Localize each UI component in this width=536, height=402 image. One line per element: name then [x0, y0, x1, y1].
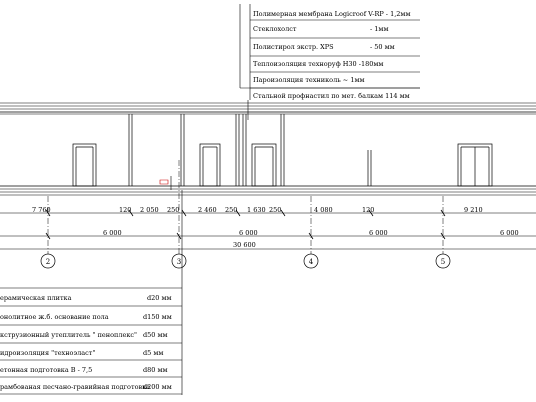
bay-dim-1: 6 000: [103, 229, 122, 237]
roof-layer-5-name: Пароизоляция техниколь ~ 1мм: [253, 76, 365, 84]
bay-dim-4: 6 000: [500, 229, 519, 237]
floor-layer-1-thickness: d20 мм: [147, 294, 172, 302]
roof-layer-3-thickness: - 50 мм: [370, 43, 395, 51]
floor-layer-3-thickness: d50 мм: [143, 331, 168, 339]
floor-layer-2-name: онолитное ж.б. основание пола: [0, 313, 109, 321]
roof-layer-4-name: Теплоизоляция техноруф Н30 -180мм: [253, 60, 384, 68]
floor-layer-2-thickness: d150 мм: [143, 313, 172, 321]
floor-layer-1-name: ерамическая плитка: [0, 294, 72, 302]
roof-layer-2-name: Стеклохолст: [253, 25, 297, 33]
fixture: [160, 180, 168, 184]
dim-8: 250: [269, 206, 282, 214]
dim-2: 120: [119, 206, 132, 214]
roof-layer-3-name: Полистирол экстр. XPS: [253, 43, 334, 51]
floor-layer-6-name: рамбованая песчано-гравийная подготовка: [0, 383, 151, 391]
dim-7: 1 630: [247, 206, 266, 214]
dim-9: 4 080: [314, 206, 333, 214]
dim-10: 120: [362, 206, 375, 214]
dim-4: 250: [167, 206, 180, 214]
overall-dim: 30 600: [233, 241, 256, 249]
floor-layer-3-name: кструзионный утеплитель " пеноплекс": [0, 331, 138, 339]
floor-layer-6-thickness: d200 мм: [143, 383, 172, 391]
floor-layer-5-name: етонная подготовка В - 7,5: [0, 366, 93, 374]
roof-layer-1-name: Полимерная мембрана Logicroof V-RP - 1,2мм: [253, 10, 411, 18]
dim-11: 9 210: [464, 206, 483, 214]
floor-layers-callout: [0, 190, 182, 395]
dimension-lines: [0, 210, 536, 249]
dim-5: 2 460: [198, 206, 217, 214]
dim-3: 2 050: [140, 206, 159, 214]
axis-label-3: 3: [176, 258, 182, 266]
roof-layer-6-name: Стальной профнастил по мет. балкам 114 мм: [253, 92, 410, 100]
floor-layer-5-thickness: d80 мм: [143, 366, 168, 374]
bay-dim-3: 6 000: [369, 229, 388, 237]
roof-slab: [0, 103, 536, 114]
doors: [73, 144, 492, 186]
axis-label-2: 2: [45, 258, 51, 266]
floor-layer-4-name: идроизоляция "техноэласт": [0, 349, 96, 357]
bay-dim-2: 6 000: [239, 229, 258, 237]
axis-label-5: 5: [440, 258, 446, 266]
floor-slab: [0, 186, 536, 195]
dim-6: 250: [225, 206, 238, 214]
walls: [129, 114, 371, 186]
floor-layer-4-thickness: d5 мм: [143, 349, 164, 357]
grid-axes: [41, 160, 450, 268]
axis-label-4: 4: [308, 258, 314, 266]
roof-layer-2-thickness: - 1мм: [370, 25, 389, 33]
dim-1: 7 760: [32, 206, 51, 214]
